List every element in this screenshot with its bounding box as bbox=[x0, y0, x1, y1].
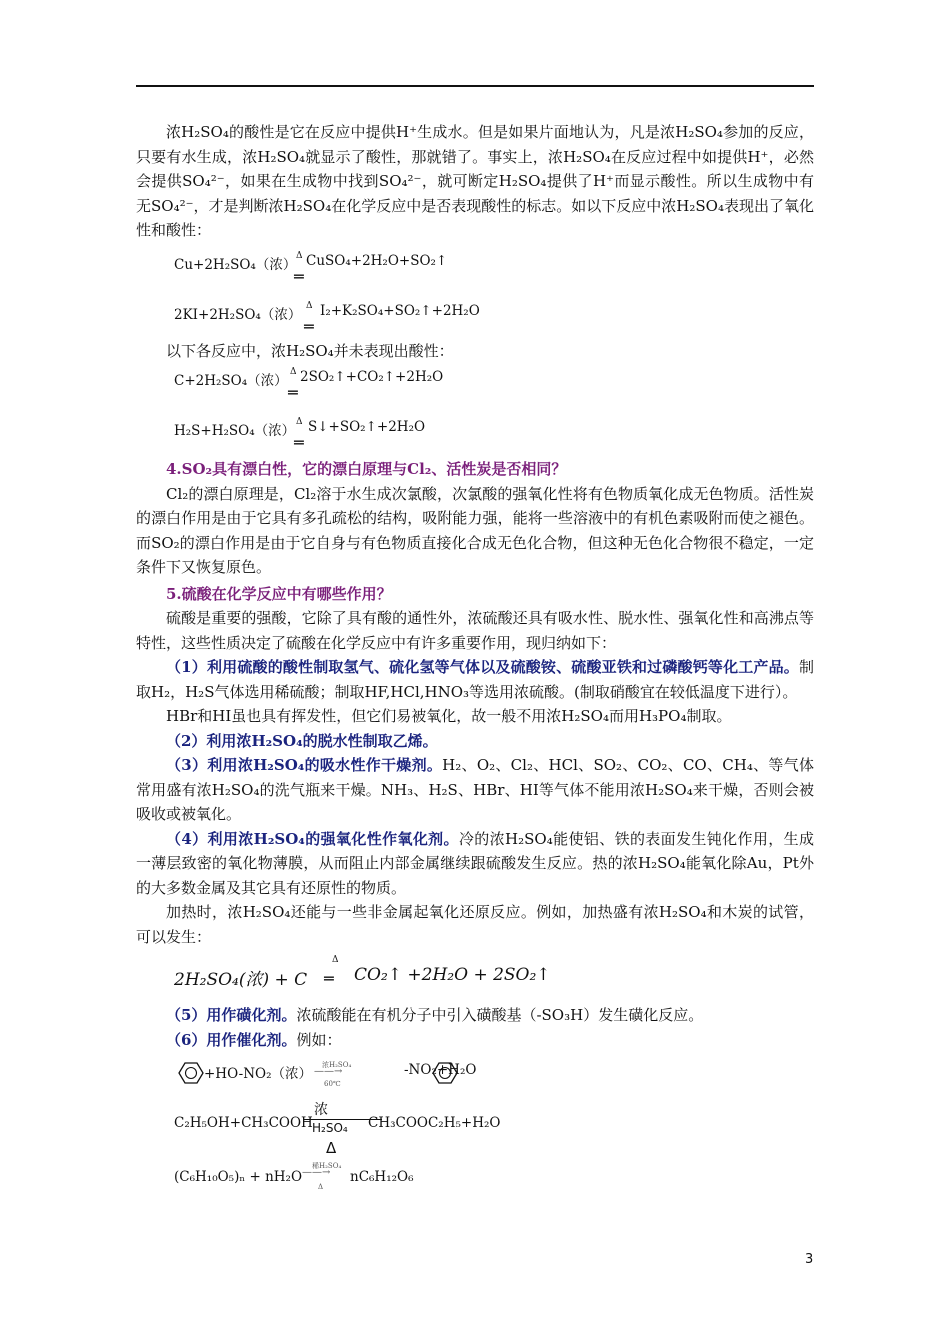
document-body bbox=[136, 120, 814, 1204]
question-heading: 4.SO₂具有漂白性，它的漂白原理与Cl₂、活性炭是否相同？ bbox=[166, 460, 567, 478]
benzene-ring-icon bbox=[178, 1062, 204, 1084]
equation-hydrolysis: (C₆H₁₀O₅)ₙ + nH₂O 稀H₂SO₄ ——→ Δ nC₆H₁₂O₆ bbox=[174, 1162, 414, 1191]
page-number: 3 bbox=[805, 1252, 814, 1267]
list-item: （5）用作磺化剂。浓硫酸能在有机分子中引入磺酸基（-SO₃H）发生磺化反应。 bbox=[166, 1006, 704, 1024]
paragraph: 浓H₂SO₄的酸性是它在反应中提供H⁺生成水。但是如果片面地认为，凡是浓H₂SO₄参加的反应，只要有水生成，浓H₂SO₄就显示了酸性，那就错了。事实上，浓H₂SO₄在反应过程中如提供H⁺，必然会提供SO₄²⁻，如果在生成物中找到SO₄²⁻，就可断定H₂SO₄提供了H⁺而显示酸性。所以生成物中有无SO₄²⁻，才是判断浓H₂SO₄在化学反应中是否表现酸性的标志。如以下反应中浓H₂SO₄表现出了氧化性和酸性： bbox=[136, 123, 814, 239]
paragraph: HBr和HI虽也具有挥发性，但它们易被氧化，故一般不用浓H₂SO₄而用H₃PO₄制取。 bbox=[166, 707, 732, 725]
paragraph: 加热时，浓H₂SO₄还能与一些非金属起氧化还原反应。例如，加热盛有浓H₂SO₄和木炭的试管，可以发生： bbox=[136, 903, 814, 946]
equation-nitration: +HO-NO₂（浓） 浓H₂SO₄ ——→ 60℃ -NO₂+H₂O bbox=[174, 1056, 814, 1101]
paragraph: Cl₂的漂白原理是，Cl₂溶于水生成次氯酸，次氯酸的强氧化性将有色物质氧化成无色物质。活性炭的漂白作用是由于它具有多孔疏松的结构，吸附能力强，能将一些溶液中的有机色素吸附而使之褪色。而SO₂的漂白作用是由于它自身与有色物质直接化合成无色化合物，但这种无色化合物很不稳定，一定条件下又恢复原色。 bbox=[136, 484, 814, 576]
equation-carbon-oxidation: 2H₂SO₄(浓) + C Δ ═ CO₂↑ +2H₂O + 2SO₂↑ bbox=[174, 955, 551, 990]
list-item: （4）利用浓H₂SO₄的强氧化性作氧化剂。冷的浓H₂SO₄能使铝、铁的表面发生钝化作用，生成一薄层致密的氧化物薄膜，从而阻止内部金属继续跟硫酸发生反应。热的浓H₂SO₄能氧化除Au，Pt外的大多数金属及其它具有还原性的物质。 bbox=[136, 829, 815, 897]
equation-cu: Cu+2H₂SO₄（浓） Δ ═ CuSO₄+2H₂O+SO₂↑ bbox=[174, 250, 448, 286]
list-item: （1）利用硫酸的酸性制取氢气、硫化氢等气体以及硫酸铵、硫酸亚铁和过磷酸钙等化工产品。制取H₂，H₂S气体选用稀硫酸；制取HF,HCl,HNO₃等选用浓硫酸。(制取硝酸宜在较低温度下进行）。 bbox=[136, 658, 814, 701]
equation-h2s: H₂S+H₂SO₄（浓） Δ ═ S↓+SO₂↑+2H₂O bbox=[174, 417, 426, 452]
list-item: （3）利用浓H₂SO₄的吸水性作干燥剂。H₂、O₂、Cl₂、HCl、SO₂、CO₂、CO、CH₄、等气体常用盛有浓H₂SO₄的洗气瓶来干燥。NH₃、H₂S、HBr、HI等气体不能用浓H₂SO₄来干燥，否则会被吸收或被氧化。 bbox=[136, 756, 814, 823]
question-heading: 5.硫酸在化学反应中有哪些作用？ bbox=[166, 584, 392, 603]
benzene-ring-icon bbox=[432, 1062, 458, 1084]
header-rule bbox=[136, 85, 814, 87]
list-item: （6）用作催化剂。例如： bbox=[166, 1030, 342, 1049]
paragraph: 以下各反应中，浓H₂SO₄并未表现出酸性： bbox=[166, 341, 454, 360]
equation-c: C+2H₂SO₄（浓） Δ ═ 2SO₂↑+CO₂↑+2H₂O bbox=[174, 367, 444, 402]
list-item: （2）利用浓H₂SO₄的脱水性制取乙烯。 bbox=[166, 731, 438, 750]
equation-esterification: C₂H₅OH+CH₃COOH 浓 H₂SO₄ CH₃COOC₂H₅+H₂O Δ bbox=[174, 1102, 501, 1157]
equation-ki: 2KI+2H₂SO₄（浓） Δ ═ I₂+K₂SO₄+SO₂↑+2H₂O bbox=[174, 300, 480, 336]
paragraph: 硫酸是重要的强酸，它除了具有酸的通性外，浓硫酸还具有吸水性、脱水性、强氧化性和高沸点等特性，这些性质决定了硫酸在化学反应中有许多重要作用，现归纳如下： bbox=[136, 609, 814, 652]
